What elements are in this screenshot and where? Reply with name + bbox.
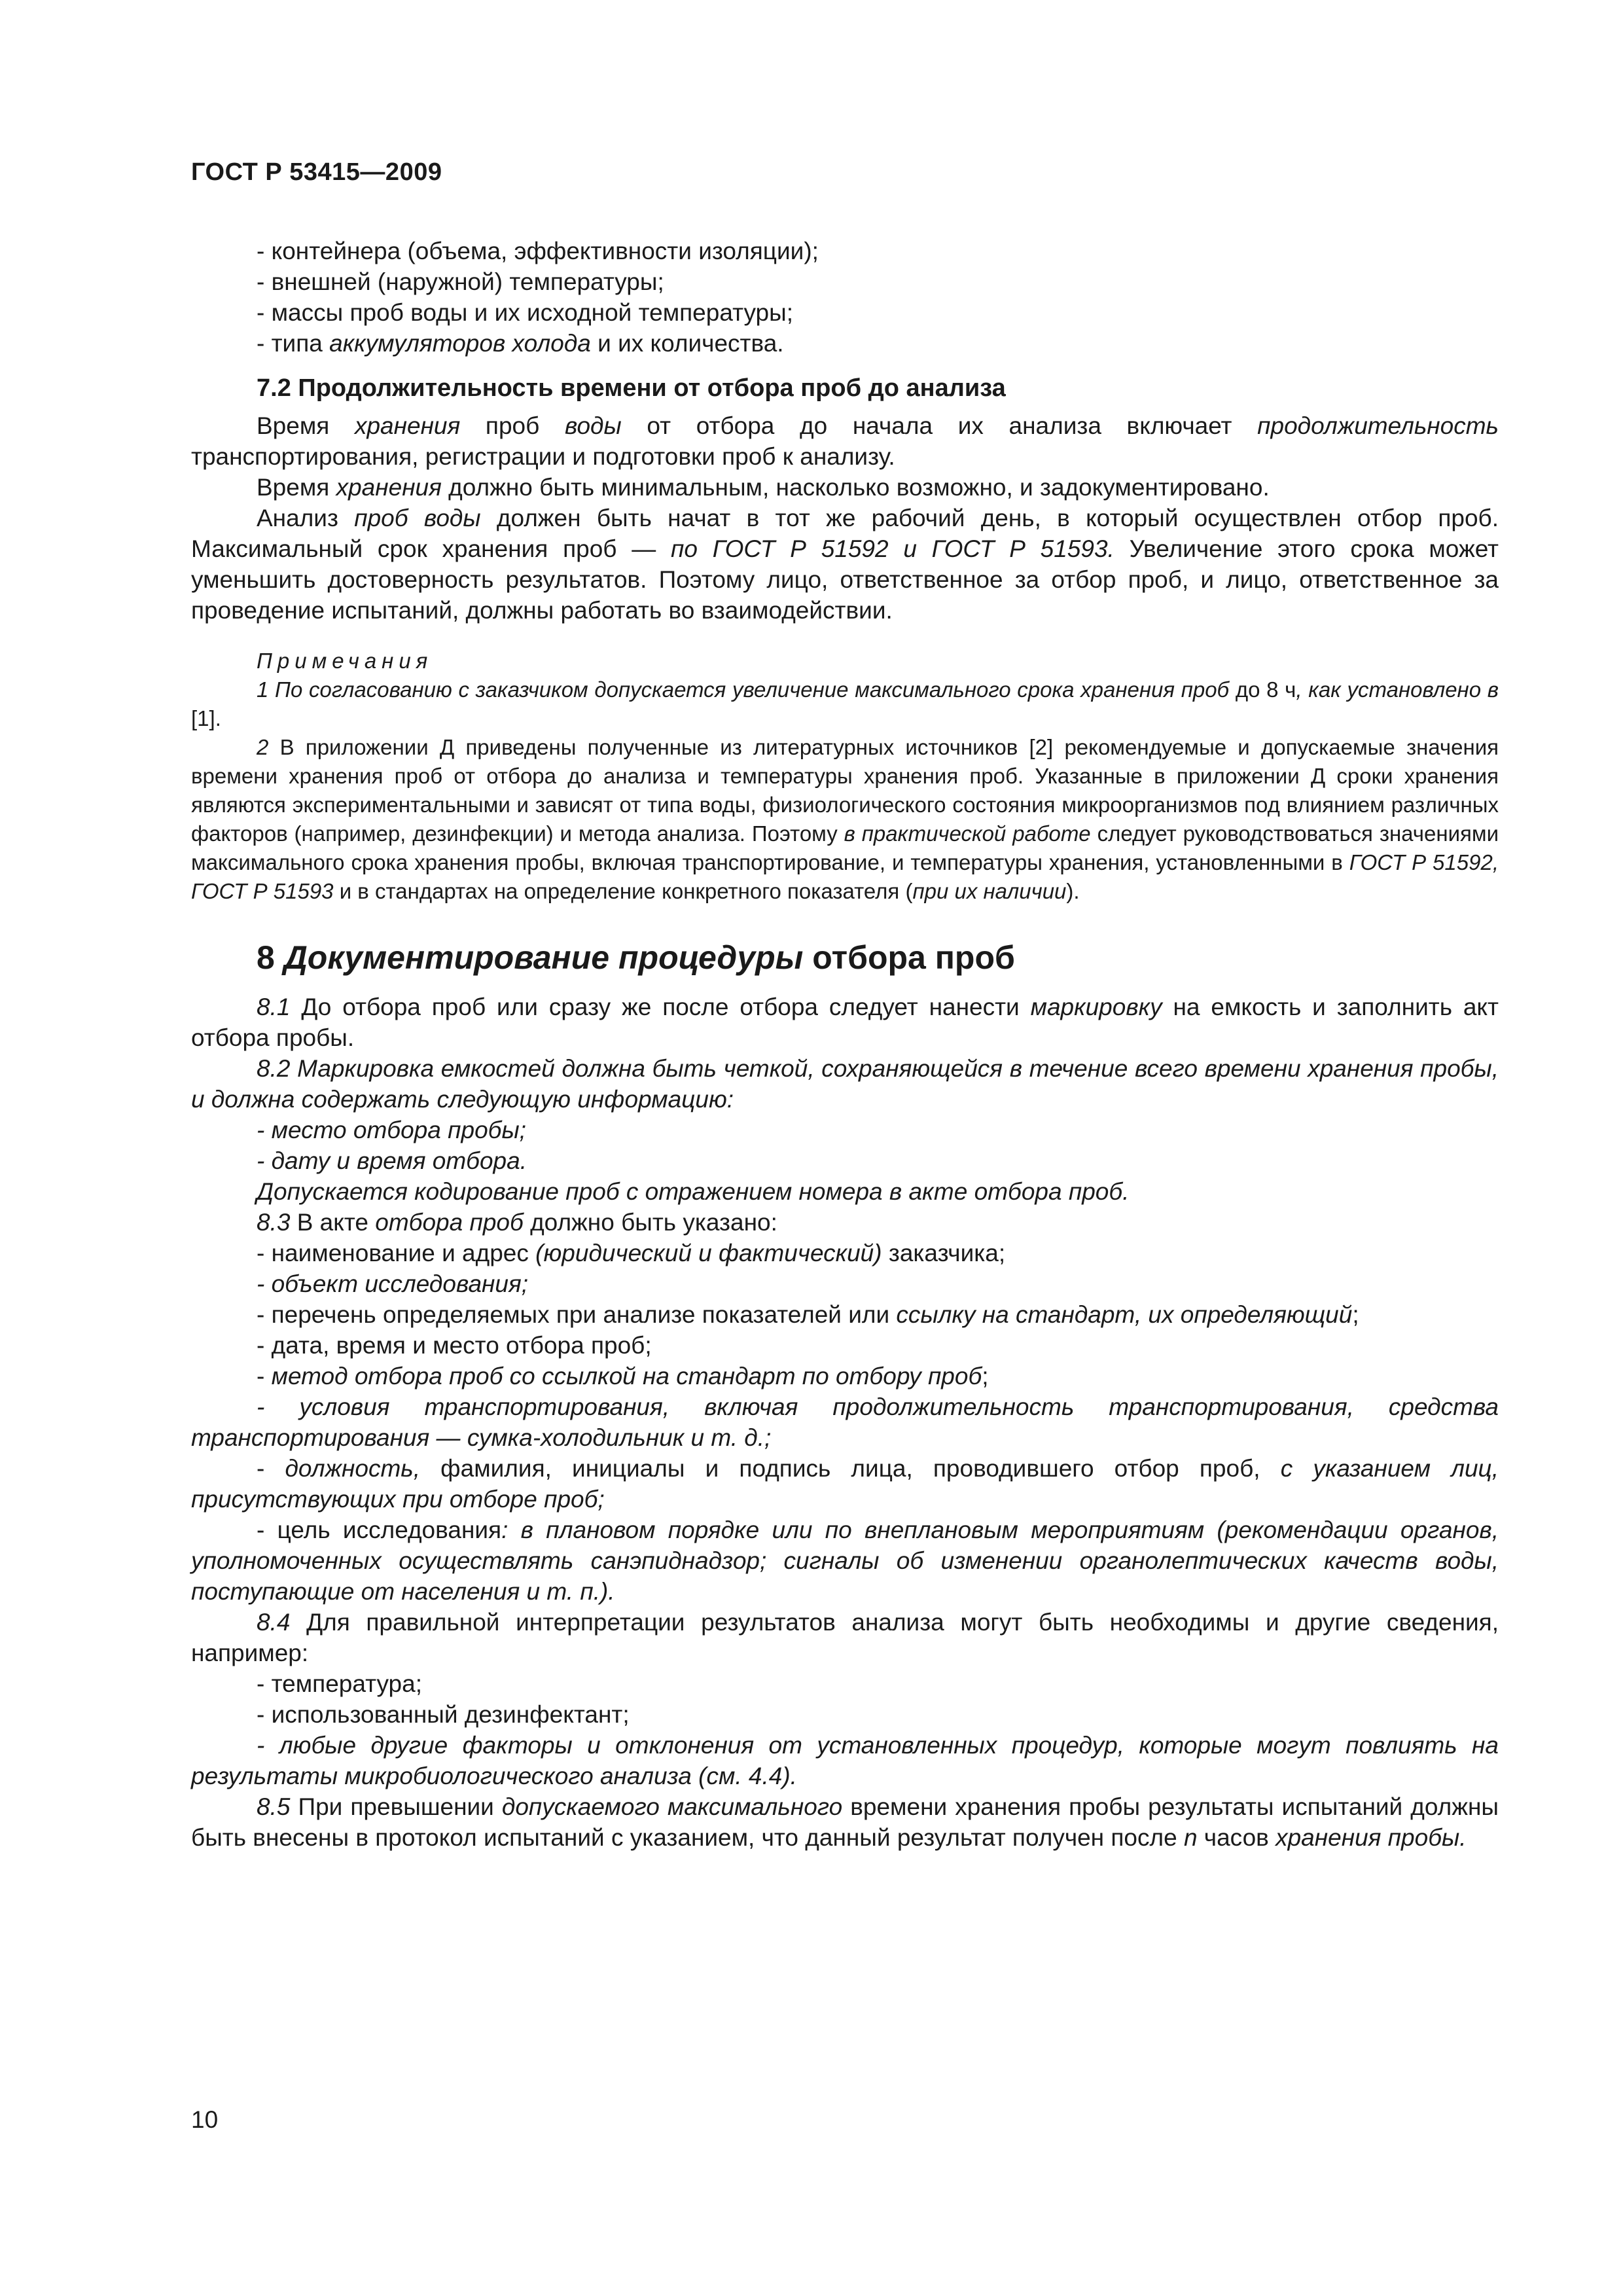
paragraph-8-1: 8.1 До отбора проб или сразу же после отбора следует нанести маркировку на емкость и заполнить акт отбора пробы. (191, 994, 1499, 1051)
document-body (191, 236, 1499, 1853)
list-item: - место отбора пробы; (191, 1115, 1499, 1145)
paragraph: Допускается кодирование проб с отражением номера в акте отбора проб. (257, 1178, 1130, 1205)
notes-block (191, 647, 1499, 906)
list-item: - условия транспортирования, включая продолжительность транспортирования, средства транспортирования — сумка-холодильник и т. д.; (191, 1391, 1499, 1453)
list-item: - наименование и адрес (юридический и фактический) заказчика; (191, 1238, 1499, 1268)
list-item: - температура; (191, 1668, 1499, 1699)
paragraph-8-5: 8.5 При превышении допускаемого максимального времени хранения пробы результаты испытаний должны быть внесены в протокол испытаний с указанием, что данный результат получен после n часов хранения пробы. (191, 1793, 1499, 1851)
list-item: - должность, фамилия, инициалы и подпись лица, проводившего отбор проб, с указанием лиц, присутствующих при отборе проб; (191, 1453, 1499, 1515)
list-item: - контейнера (объема, эффективности изоляции); (191, 236, 1499, 266)
section-7-2-title: 7.2 Продолжительность времени от отбора проб до анализа (257, 374, 1006, 402)
list-item: - объект исследования; (191, 1268, 1499, 1299)
paragraph: Время хранения проб воды от отбора до начала их анализа включает продолжительность транспортирования, регистрации и подготовки проб к анализу. (191, 412, 1499, 470)
list-item: - перечень определяемых при анализе показателей или ссылку на стандарт, их определяющий; (191, 1299, 1499, 1330)
note-1: 1 По согласованию с заказчиком допускается увеличение максимального срока хранения проб до 8 ч, как установлено в [1]. (191, 677, 1499, 730)
list-item: - дату и время отбора. (191, 1145, 1499, 1176)
list-item: - цель исследования: в плановом порядке или по внеплановым мероприятиям (рекомендации органов, уполномоченных осуществлять санэпиднадзор; сигналы об изменении органолептических качеств воды, поступающие от населения и т. п.). (191, 1515, 1499, 1607)
paragraph-8-4: 8.4 Для правильной интерпретации результатов анализа могут быть необходимы и другие сведения, например: (191, 1609, 1499, 1666)
list-item: - дата, время и место отбора проб; (191, 1330, 1499, 1361)
list-item: - метод отбора проб со ссылкой на стандарт по отбору проб; (191, 1361, 1499, 1391)
paragraph: Время хранения должно быть минимальным, насколько возможно, и задокументировано. (257, 474, 1270, 501)
list-item: - типа аккумуляторов холода и их количества. (191, 328, 1499, 359)
list-item: - массы проб воды и их исходной температуры; (191, 297, 1499, 328)
page-number: 10 (191, 2106, 219, 2133)
list-item: - использованный дезинфектант; (191, 1699, 1499, 1730)
list-item: - любые другие факторы и отклонения от установленных процедур, которые могут повлиять на результаты микробиологического анализа (см. 4.4). (191, 1730, 1499, 1791)
note-2: 2 В приложении Д приведены полученные из литературных источников [2] рекомендуемые и допускаемые значения времени хранения проб от отбора до анализа и температуры хранения проб. Указанные в приложении Д сроки хранения являются экспериментальными и зависят от типа воды, физиологического состояния микроорганизмов под влиянием различных факторов (например, дезинфекции) и метода анализа. Поэтому в практической работе следует руководствоваться значениями максимального срока хранения пробы, включая транспортирование, и температуры хранения, установленными в ГОСТ Р 51592, ГОСТ Р 51593 и в стандартах на определение конкретного показателя (при их наличии). (191, 735, 1499, 903)
section-8-title: 8 Документирование процедуры отбора проб (257, 939, 1015, 976)
paragraph-8-3: 8.3 В акте отбора проб должно быть указано: (257, 1209, 777, 1236)
paragraph: Анализ проб воды должен быть начат в тот же рабочий день, в который осуществлен отбор проб. Максимальный срок хранения проб — по ГОСТ Р 51592 и ГОСТ Р 51593. Увеличение этого срока может уменьшить достоверность результатов. Поэтому лицо, ответственное за отбор проб, и лицо, ответственное за проведение испытаний, должны работать во взаимодействии. (191, 505, 1499, 624)
notes-title: Примечания (257, 649, 433, 673)
document-header: ГОСТ Р 53415—2009 (191, 158, 442, 186)
paragraph-8-2: 8.2 Маркировка емкостей должна быть четкой, сохраняющейся в течение всего времени хранения пробы, и должна содержать следующую информацию: (191, 1055, 1499, 1113)
list-item: - внешней (наружной) температуры; (191, 266, 1499, 297)
